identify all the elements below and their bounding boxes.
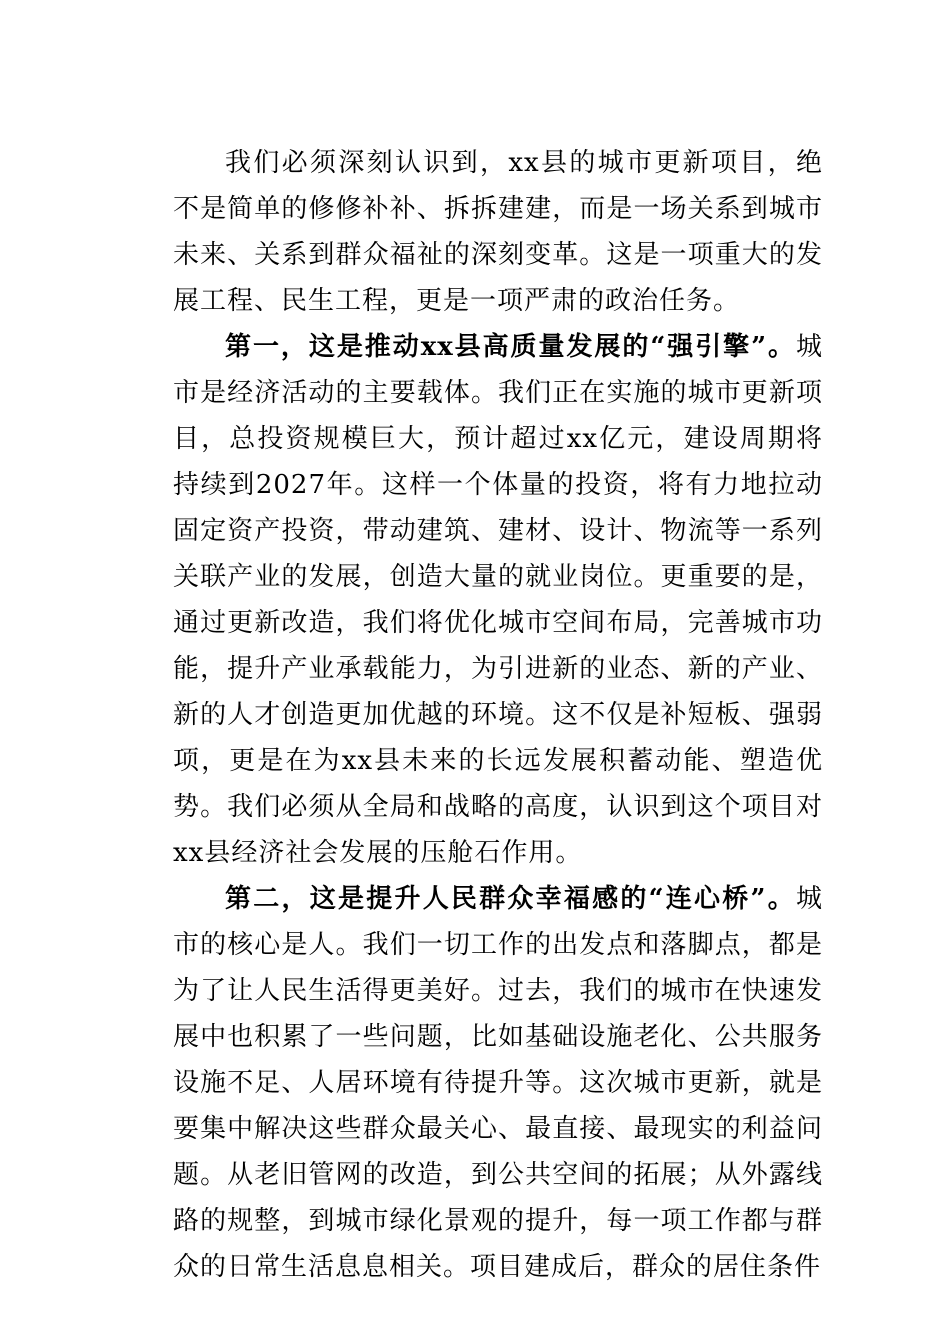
paragraph-first-point: [173, 324, 823, 876]
document-body: [173, 140, 823, 1290]
paragraph-lead: 第二，这是提升人民群众幸福感的“连心桥”。: [225, 884, 796, 914]
paragraph-intro: [173, 140, 823, 324]
paragraph-text: 城市是经济活动的主要载体。我们正在实施的城市更新项目，总投资规模巨大，预计超过xx亿元，建设周期将持续到2027年。这样一个体量的投资，将有力地拉动固定资产投资，带动建筑、建材、设计、物流等一系列关联产业的发展，创造大量的就业岗位。更重要的是，通过更新改造，我们将优化城市空间布局，完善城市功能，提升产业承载能力，为引进新的业态、新的产业、新的人才创造更加优越的环境。这不仅是补短板、强弱项，更是在为xx县未来的长远发展积蓄动能、塑造优势。我们必须从全局和战略的高度，认识到这个项目对xx县经济社会发展的压舱石作用。: [173, 332, 823, 868]
paragraph-text: 我们必须深刻认识到，xx县的城市更新项目，绝不是简单的修修补补、拆拆建建，而是一场关系到城市未来、关系到群众福祉的深刻变革。这是一项重大的发展工程、民生工程，更是一项严肃的政治任务。: [173, 148, 823, 316]
paragraph-text: 城市的核心是人。我们一切工作的出发点和落脚点，都是为了让人民生活得更美好。过去，我们的城市在快速发展中也积累了一些问题，比如基础设施老化、公共服务设施不足、人居环境有待提升等。这次城市更新，就是要集中解决这些群众最关心、最直接、最现实的利益问题。从老旧管网的改造，到公共空间的拓展；从外露线路的规整，到城市绿化景观的提升，每一项工作都与群众的日常生活息息相关。项目建成后，群众的居住条件: [173, 884, 823, 1282]
paragraph-second-point: [173, 876, 823, 1290]
paragraph-lead: 第一，这是推动xx县高质量发展的“强引擎”。: [225, 332, 796, 362]
